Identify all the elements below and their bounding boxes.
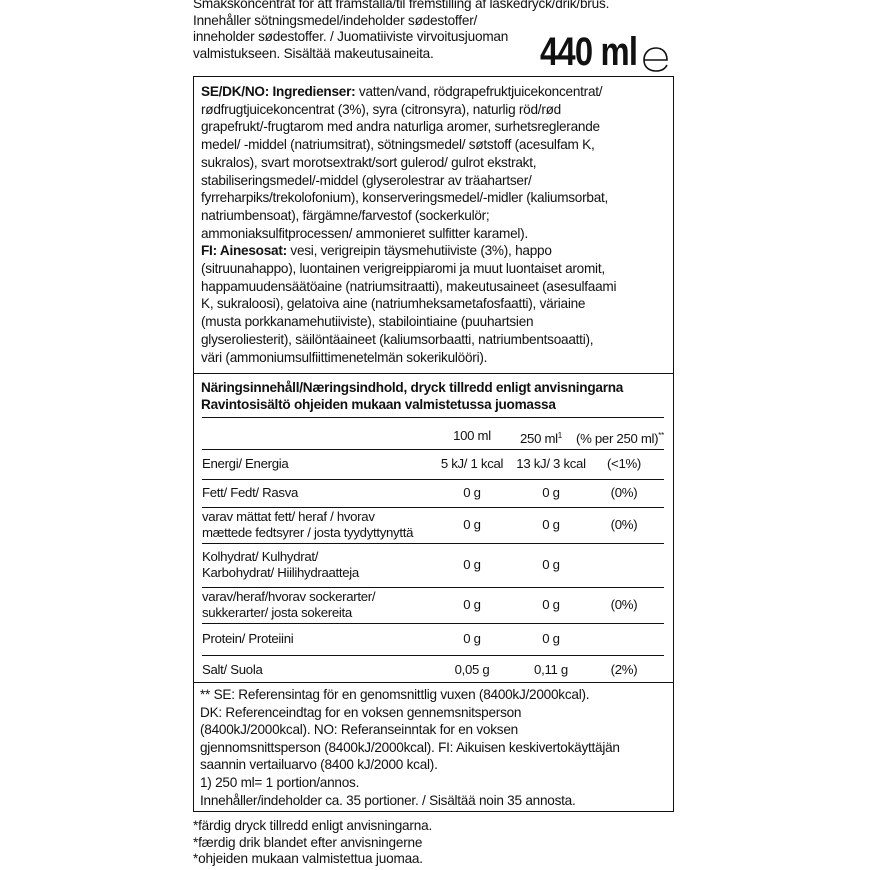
preparation-note: *färdig dryck tillredd enligt anvisningarna. (193, 818, 433, 833)
nutrient-label-line: Kolhydrat/ Kulhydrat/ (202, 549, 319, 564)
description-line: Innehåller sötningsmedel/indeholder sødestoffer/ (193, 12, 478, 28)
table-row-rule (202, 543, 664, 544)
value-250ml: 0 g (542, 631, 560, 646)
value-100ml: 0,05 g (454, 662, 490, 677)
ingredients-line: ammoniaksulfitprocessen/ ammonieret sulfitter karamel). (201, 225, 528, 241)
table-row-rule (202, 587, 664, 588)
nutrient-label-line: varav mättat fett/ heraf / hvorav (202, 509, 375, 524)
preparation-note: *ohjeiden mukaan valmistettua juomaa. (193, 851, 423, 866)
ingredients-section (201, 83, 673, 366)
table-row-rule (202, 479, 664, 480)
col-header-250ml-sup: 1 (557, 431, 562, 440)
footnote-line: saannin vertailuarvo (8400 kJ/2000 kcal). (200, 757, 438, 773)
ingredients-line: natriumbensoat), färgämne/farvestof (sockerkulör; (201, 207, 490, 223)
nutrition-heading-line: Ravintosisältö ohjeiden mukaan valmistetussa juomassa (201, 397, 556, 412)
nutrient-label-line: Salt/ Suola (202, 662, 263, 677)
ingredients-line: (musta porkkanamehutiiviste), stabilointiaine (puuhartsien (201, 314, 534, 330)
footnote-line: DK: Referenceindtag for en voksen gennemsnitsperson (200, 704, 522, 720)
ingredients-line: stabiliseringsmedel/-middel (glyserolestrar av träahartser/ (201, 172, 532, 188)
col-header-250ml (520, 428, 562, 447)
description-line: Smakskoncentrat för att framställa/til fremstilling af läskedryck/drik/brus. (193, 0, 610, 11)
value-pct: (2%) (610, 662, 638, 677)
nutrition-heading (201, 379, 671, 413)
ingredients-line: sukralos), svart morotsextrakt/sort gulerod/ gulrot ekstrakt, (201, 154, 537, 170)
col-header-pct-sup: ** (658, 431, 664, 440)
e-mark-icon (641, 43, 671, 73)
nutrient-label-line: Protein/ Proteiini (202, 631, 294, 646)
col-header-pct (576, 428, 664, 447)
nutrient-label (202, 662, 262, 678)
nutrient-label (202, 509, 413, 541)
col-header-250ml-text: 250 ml (520, 431, 558, 446)
description-line: inneholder sødestoffer. / Juomatiiviste virvoitusjuoman (193, 29, 509, 44)
nutrient-label (202, 549, 359, 581)
value-pct: (0%) (610, 485, 638, 500)
nutrient-label-line: Energi/ Energia (202, 456, 289, 471)
footnotes (200, 686, 672, 809)
ingredients-line (201, 242, 673, 260)
nutrient-label-line: sukkerarter/ josta sokereita (202, 605, 352, 620)
value-250ml: 0 g (542, 597, 560, 612)
ingredients-line: rødfrugtjuicekoncentrat (3%), syra (citronsyra), naturlig röd/rød (201, 101, 561, 117)
footnote-line: Innehåller/indeholder ca. 35 portioner. / Sisältää noin 35 annosta. (200, 792, 576, 808)
value-100ml: 0 g (463, 631, 481, 646)
footnote-line: (8400kJ/2000kcal). NO: Referanseinntak for en voksen (200, 722, 518, 738)
ingredients-line: fyrreharpiks/trekolofonium), konserveringsmedel/-midler (kaliumsorbat, (201, 190, 609, 206)
ingredients-line (201, 83, 673, 101)
nutrient-label (202, 631, 293, 647)
table-row-rule (202, 655, 664, 656)
value-100ml: 0 g (463, 597, 481, 612)
value-250ml: 0 g (542, 485, 560, 500)
section-divider (194, 682, 673, 683)
nutrient-label-line: varav/heraf/hvorav sockerarter/ (202, 589, 376, 604)
value-100ml: 5 kJ/ 1 kcal (440, 456, 504, 471)
value-100ml: 0 g (463, 517, 481, 532)
ingredients-line: happamuudensäätöaine (natriumsitraatti), makeutusaineet (asesulfaami (201, 278, 617, 294)
value-pct: (0%) (610, 517, 638, 532)
value-250ml: 0 g (542, 557, 560, 572)
ingredients-line: (sitruunahappo), luontainen verigreippiaromi ja muut luontaiset aromit, (201, 261, 605, 277)
table-rule (202, 417, 664, 418)
nutrient-label (202, 485, 298, 501)
table-row-rule (202, 623, 664, 624)
footnote-line: gjennomsnittsperson (8400kJ/2000kcal). FI: Aikuisen keskivertokäyttäjän (200, 739, 620, 755)
ingredients-line: väri (ammoniumsulfiittimenetelmän sokerikulööri). (201, 349, 488, 365)
table-row-rule (202, 449, 664, 450)
nutrient-label (202, 589, 375, 621)
ingredients-text: vesi, verigreipin täysmehutiiviste (3%), happo (286, 243, 552, 259)
value-250ml: 0,11 g (534, 662, 568, 677)
col-header-pct-text: (% per 250 ml) (576, 431, 659, 446)
footnote-line: ** SE: Referensintag för en genomsnittlig vuxen (8400kJ/2000kcal). (200, 687, 590, 702)
value-pct: (<1%) (606, 456, 642, 471)
nutrient-label-line: mættede fedtsyrer / josta tyydyttynyttä (202, 525, 414, 540)
footnote-line: 1) 250 ml= 1 portion/annos. (200, 774, 360, 790)
value-250ml: 13 kJ/ 3 kcal (516, 456, 586, 471)
value-100ml: 0 g (463, 485, 481, 500)
value-250ml: 0 g (542, 517, 560, 532)
ingredients-line: medel/ -middel (natriumsitrat), sötningsmedel/ søtstoff (acesulfam K, (201, 137, 595, 153)
ingredients-line: K, sukraloosi), gelatoiva aine (natriumheksametafosfaatti), väriaine (201, 296, 586, 312)
ingredients-se-label: SE/DK/NO: Ingredienser: (201, 84, 356, 99)
preparation-notes (193, 818, 673, 868)
ingredients-line: glyseroliesterit), säilöntäaineet (kaliumsorbaatti, natriumbentsoaatti), (201, 331, 594, 347)
ingredients-line: grapefrukt/-frugtarom med andra naturliga aromer, surhetsreglerande (201, 119, 600, 135)
section-divider (194, 373, 673, 374)
nutrient-label-line: Fett/ Fedt/ Rasva (202, 485, 299, 500)
table-row-rule (202, 507, 664, 508)
volume-label: 440 ml (540, 30, 638, 74)
preparation-note: *færdig drik blandet efter anvisningerne (193, 834, 423, 850)
nutrient-label-line: Karbohydrat/ Hiilihydraatteja (202, 565, 359, 580)
ingredients-fi-label: FI: Ainesosat: (201, 243, 287, 259)
ingredients-text: vatten/vand, rödgrapefruktjuicekoncentrat/ (355, 84, 603, 99)
col-header-100ml: 100 ml (453, 428, 491, 443)
value-pct: (0%) (610, 597, 638, 612)
description-line: valmistukseen. Sisältää makeutusaineita. (193, 45, 434, 61)
ingredients-nutrition-box (193, 76, 674, 812)
nutrition-heading-line: Näringsinnehåll/Næringsindhold, dryck tillredd enligt anvisningarna (201, 380, 624, 395)
nutrient-label (202, 456, 288, 472)
value-100ml: 0 g (463, 557, 481, 572)
